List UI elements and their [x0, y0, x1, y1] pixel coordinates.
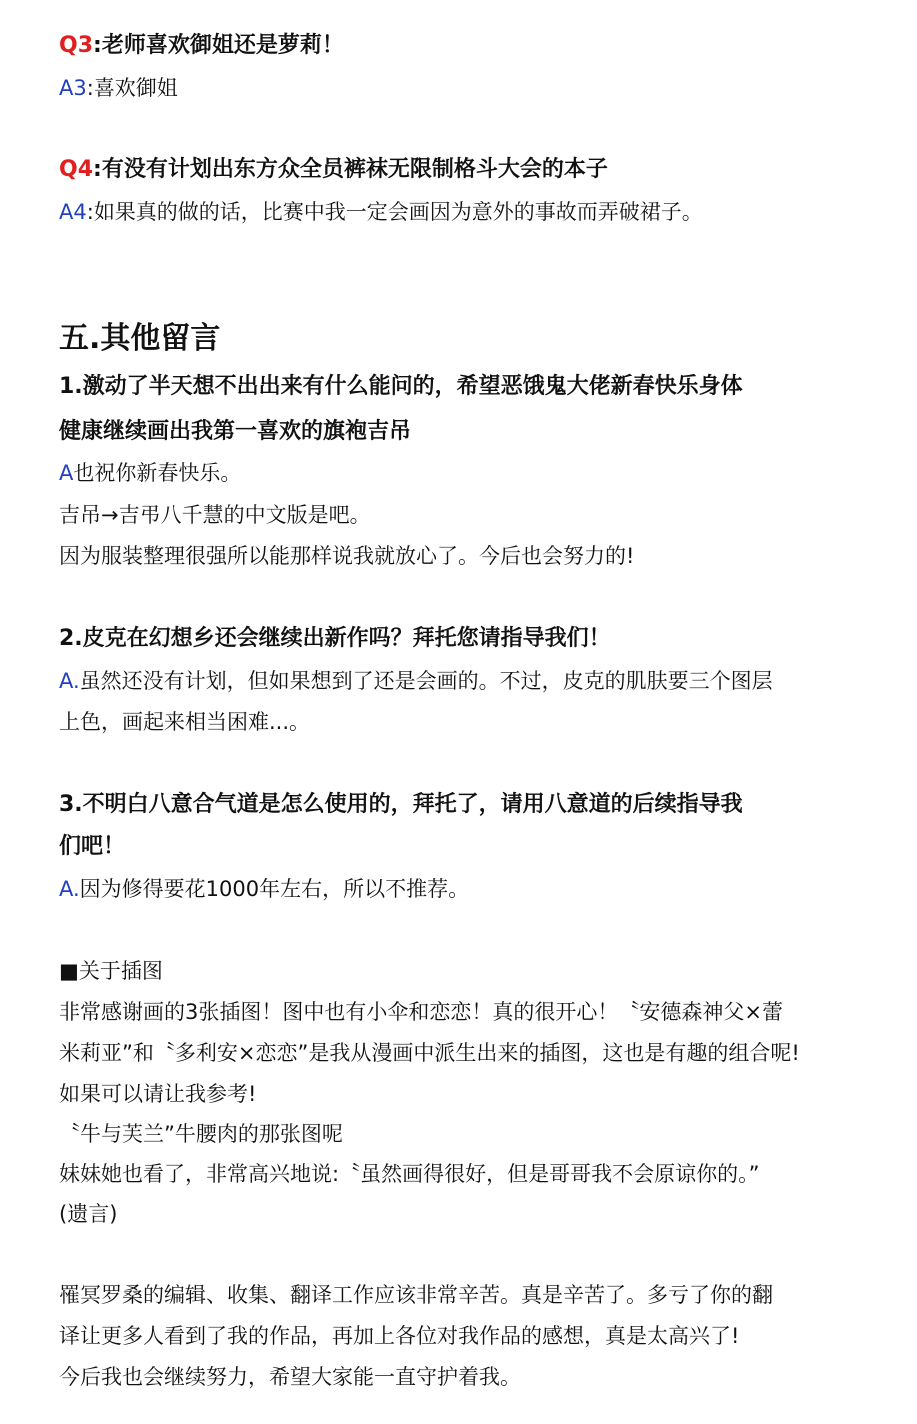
illustration-line: 如果可以请让我参考!	[59, 1082, 257, 1106]
illustration-heading: ■关于插图	[59, 959, 163, 983]
message-1-answer-line: 吉吊→吉弔八千慧的中文版是吧。	[59, 503, 371, 527]
illustration-line: 非常感谢画的3张插图！图中也有小伞和恋恋！真的很开心！〝安德森神父×蕾	[59, 1000, 783, 1024]
answer-label: A4	[59, 200, 87, 224]
message-3-answer-line: A.因为修得要花1000年左右，所以不推荐。	[59, 877, 470, 901]
answer-label: A3	[59, 76, 87, 100]
answer-a3: A3:喜欢御姐	[59, 76, 178, 100]
closing-line: 今后我也会继续努力，希望大家能一直守护着我。	[59, 1365, 521, 1389]
section-title: 五.其他留言	[59, 321, 221, 356]
message-1-answer-line: 因为服装整理很强所以能那样说我就放心了。今后也会努力的!	[59, 544, 635, 568]
answer-a4: A4:如果真的做的话，比赛中我一定会画因为意外的事故而弄破裙子。	[59, 200, 703, 224]
message-1-question-line: 1.激动了半天想不出出来有什么能问的，希望恶饿鬼大佬新春快乐身体	[59, 374, 743, 399]
answer-text: 如果真的做的话，比赛中我一定会画因为意外的事故而弄破裙子。	[93, 200, 703, 224]
question-text: 老师喜欢御姐还是萝莉！	[101, 33, 344, 58]
message-1-answer-line: A也祝你新春快乐。	[59, 461, 242, 485]
answer-label: A.	[59, 669, 80, 693]
question-q4: Q4:有没有计划出东方众全员裤袜无限制格斗大会的本子	[59, 157, 608, 182]
answer-text: 喜欢御姐	[93, 76, 178, 100]
message-2-answer-line: A.虽然还没有计划，但如果想到了还是会画的。不过，皮克的肌肤要三个图层	[59, 669, 773, 693]
answer-label: A.	[59, 877, 80, 901]
message-2-answer-line: 上色，画起来相当困难...。	[59, 710, 311, 734]
message-2-question-line: 2.皮克在幻想乡还会继续出新作吗？拜托您请指导我们！	[59, 626, 611, 651]
illustration-line: 妹妹她也看了，非常高兴地说:〝虽然画得很好，但是哥哥我不会原谅你的。”	[59, 1162, 760, 1186]
message-1-question-line: 健康继续画出我第一喜欢的旗袍吉吊	[59, 419, 412, 444]
message-3-question-line: 们吧！	[59, 834, 126, 859]
closing-line: 译让更多人看到了我的作品，再加上各位对我作品的感想，真是太高兴了!	[59, 1324, 740, 1348]
illustration-line: 〝牛与芙兰”牛腰肉的那张图呢	[59, 1122, 343, 1146]
question-q3: Q3:老师喜欢御姐还是萝莉！	[59, 33, 344, 58]
message-3-question-line: 3.不明白八意合气道是怎么使用的，拜托了，请用八意道的后续指导我	[59, 792, 743, 817]
illustration-line: 米莉亚”和〝多利安×恋恋”是我从漫画中派生出来的插图，这也是有趣的组合呢!	[59, 1041, 800, 1065]
closing-line: 罹冥罗桑的编辑、收集、翻译工作应该非常辛苦。真是辛苦了。多亏了你的翻	[59, 1283, 773, 1307]
question-label: Q3	[59, 33, 94, 58]
answer-label: A	[59, 461, 74, 485]
question-label: Q4	[59, 157, 94, 182]
illustration-line: (遗言)	[59, 1202, 118, 1226]
question-text: 有没有计划出东方众全员裤袜无限制格斗大会的本子	[101, 157, 608, 182]
